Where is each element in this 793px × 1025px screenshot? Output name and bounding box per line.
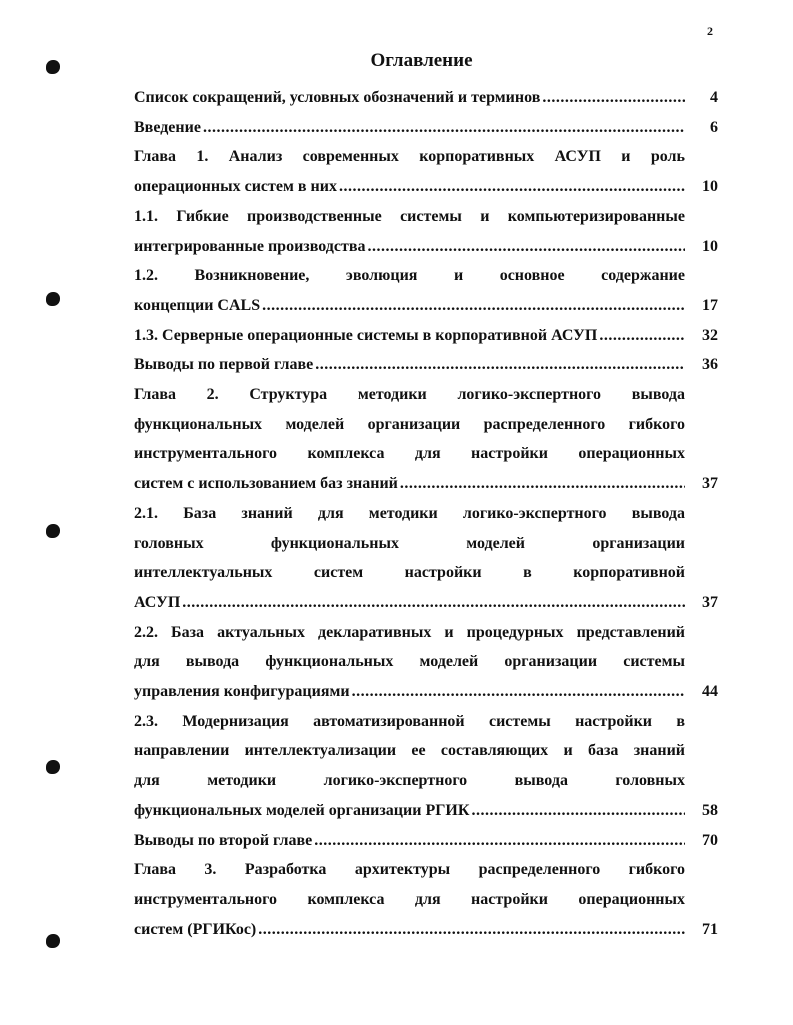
toc-entry-text: АСУП xyxy=(134,594,181,611)
toc-page-number: 10 xyxy=(702,238,718,255)
dot-leader xyxy=(203,117,685,139)
toc-entry-text: операционных систем в них xyxy=(134,178,337,195)
binding-hole-mark xyxy=(46,292,60,306)
toc-entry-text: концепции CALS xyxy=(134,297,261,314)
toc-entry-text: функциональных моделей организации РГИК xyxy=(134,802,470,819)
toc-entry-line xyxy=(134,236,685,258)
dot-leader xyxy=(599,325,685,347)
toc-entry-line: 1.1. Гибкие производственные системы и компьютеризированные xyxy=(134,208,685,225)
binding-hole-mark xyxy=(46,934,60,948)
toc-entry-line: инструментального комплекса для настройки операционных xyxy=(134,445,685,462)
toc-entry-line xyxy=(134,919,685,941)
toc-page-number: 17 xyxy=(702,297,718,314)
toc-page-number: 36 xyxy=(702,356,718,373)
toc-entry-line: 2.2. База актуальных декларативных и процедурных представлений xyxy=(134,624,685,641)
toc-entry-line xyxy=(134,830,685,852)
dot-leader xyxy=(315,354,685,376)
toc-entry-text: Выводы по первой главе xyxy=(134,356,314,373)
toc-entry-line: Глава 3. Разработка архитектуры распределенного гибкого xyxy=(134,861,685,878)
binding-hole-mark xyxy=(46,524,60,538)
toc-entry-line: Глава 2. Структура методики логико-экспертного вывода xyxy=(134,386,685,403)
toc-entry-line xyxy=(134,176,685,198)
dot-leader xyxy=(367,236,685,258)
toc-entry-text: управления конфигурациями xyxy=(134,683,350,700)
toc-entry-line: 2.3. Модернизация автоматизированной системы настройки в xyxy=(134,713,685,730)
toc-page-number: 37 xyxy=(702,475,718,492)
toc-entry-line xyxy=(134,325,685,347)
toc-entry-line: направлении интеллектуализации ее составляющих и база знаний xyxy=(134,742,685,759)
toc-entry-text: систем (РГИКос) xyxy=(134,921,257,938)
toc-entry-line: 1.2. Возникновение, эволюция и основное содержание xyxy=(134,267,685,284)
toc-entry-line xyxy=(134,117,685,139)
toc-entry-text: интегрированные производства xyxy=(134,238,366,255)
toc-page-number: 4 xyxy=(710,89,718,106)
dot-leader xyxy=(182,592,685,614)
toc-entry-line: для вывода функциональных моделей организации системы xyxy=(134,653,685,670)
toc-entry-line: функциональных моделей организации распределенного гибкого xyxy=(134,416,685,433)
toc-entry-line xyxy=(134,681,685,703)
dot-leader xyxy=(400,473,685,495)
toc-entry-text: 1.3. Серверные операционные системы в корпоративной АСУП xyxy=(134,327,598,344)
dot-leader xyxy=(314,830,685,852)
dot-leader xyxy=(542,87,685,109)
toc-entry-line: инструментального комплекса для настройки операционных xyxy=(134,891,685,908)
toc-page-number: 70 xyxy=(702,832,718,849)
toc-entry-line xyxy=(134,592,685,614)
binding-hole-mark xyxy=(46,60,60,74)
toc-page-number: 58 xyxy=(702,802,718,819)
dot-leader xyxy=(352,681,685,703)
toc-entry-line: для методики логико-экспертного вывода головных xyxy=(134,772,685,789)
toc-page-number: 37 xyxy=(702,594,718,611)
toc-entry-line xyxy=(134,295,685,317)
toc-entry-text: Введение xyxy=(134,119,201,136)
toc-page-number: 10 xyxy=(702,178,718,195)
toc-title: Оглавление xyxy=(370,50,473,71)
binding-hole-mark xyxy=(46,760,60,774)
toc-page-number: 44 xyxy=(702,683,718,700)
toc-entry-line xyxy=(134,473,685,495)
toc-page-number: 32 xyxy=(702,327,718,344)
toc-entry-text: Выводы по второй главе xyxy=(134,832,313,849)
toc-entry-line xyxy=(134,800,685,822)
toc-entry-text: систем с использованием баз знаний xyxy=(134,475,398,492)
dot-leader xyxy=(262,295,685,317)
toc-entry-line: интеллектуальных систем настройки в корпоративной xyxy=(134,564,685,581)
toc-entry-line: головных функциональных моделей организации xyxy=(134,535,685,552)
dot-leader xyxy=(258,919,685,941)
toc-page-number: 71 xyxy=(702,921,718,938)
page-number: 2 xyxy=(707,24,713,38)
toc-page-number: 6 xyxy=(710,119,718,136)
dot-leader xyxy=(339,176,685,198)
toc-entry-line: 2.1. База знаний для методики логико-экспертного вывода xyxy=(134,505,685,522)
toc-entry-text: Список сокращений, условных обозначений и терминов xyxy=(134,89,541,106)
toc-entry-line xyxy=(134,87,685,109)
toc-entry-line xyxy=(134,354,685,376)
dot-leader xyxy=(471,800,685,822)
toc-entry-line: Глава 1. Анализ современных корпоративных АСУП и роль xyxy=(134,148,685,165)
